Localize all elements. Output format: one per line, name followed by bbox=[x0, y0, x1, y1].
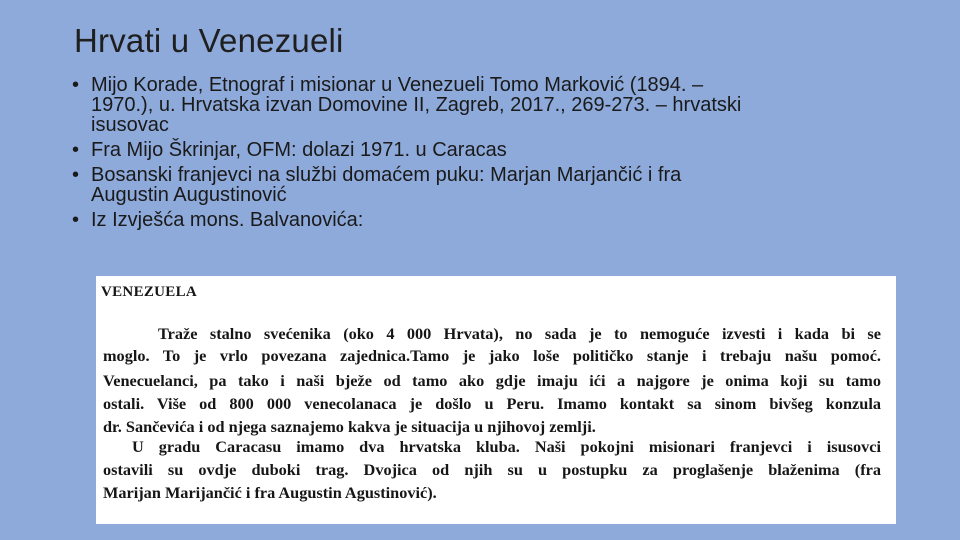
scan-text-line: Traže stalno svećenika (oko 4 000 Hrvata), no sada je to nemoguće izvesti i kada bi se bbox=[158, 324, 881, 343]
bullet-item bbox=[72, 140, 892, 160]
bullet-line: Fra Mijo Škrinjar, OFM: dolazi 1971. u Caracas bbox=[91, 139, 507, 161]
bullet-item bbox=[72, 75, 892, 135]
scan-text-line: moglo. To je vrlo povezana zajednica.Tamo je jako loše političko stanje i trebaju našu pomoć. bbox=[103, 346, 881, 365]
bullet-line: Mijo Korade, Etnograf i misionar u Venezueli Tomo Marković (1894. – bbox=[91, 74, 704, 96]
bullet-line: Bosanski franjevci na službi domaćem puku: Marjan Marjančić i fra bbox=[91, 164, 682, 186]
bullet-item bbox=[72, 165, 892, 205]
bullet-item bbox=[72, 210, 892, 230]
scan-text-line: U gradu Caracasu imamo dva hrvatska kluba. Naši pokojni misionari franjevci i isusovci bbox=[132, 437, 881, 456]
bullet-dot: • bbox=[72, 209, 80, 231]
bullet-dot: • bbox=[72, 139, 80, 161]
scan-heading: VENEZUELA bbox=[101, 284, 198, 300]
scan-text-line: ostavili su ovdje duboki trag. Dvojica od njih su u postupku za proglašenje blaženima (fra bbox=[103, 460, 881, 479]
scanned-document-image bbox=[96, 276, 896, 524]
scan-text-line: Marijan Marijančić i fra Augustin Agustinović). bbox=[103, 483, 437, 502]
bullet-list bbox=[72, 75, 892, 235]
bullet-line: isusovac bbox=[91, 114, 169, 136]
slide-title: Hrvati u Venezueli bbox=[74, 22, 344, 59]
bullet-line: Augustin Augustinović bbox=[91, 184, 287, 206]
bullet-dot: • bbox=[72, 164, 80, 186]
bullet-line: Iz Izvješća mons. Balvanovića: bbox=[91, 209, 364, 231]
scan-text-line: Venecuelanci, pa tako i naši bježe od tamo ako gdje imaju ići a najgore je onima koji su tamo bbox=[103, 371, 881, 390]
bullet-line: 1970.), u. Hrvatska izvan Domovine II, Zagreb, 2017., 269-273. – hrvatski bbox=[91, 94, 742, 116]
bullet-dot: • bbox=[72, 74, 80, 96]
scan-text-line: dr. Sančevića i od njega saznajemo kakva je situacija u njihovoj zemlji. bbox=[103, 417, 596, 436]
scan-text-line: ostali. Više od 800 000 venecolanaca je došlo u Peru. Imamo kontakt sa sinom bivšeg konzula bbox=[103, 394, 881, 413]
